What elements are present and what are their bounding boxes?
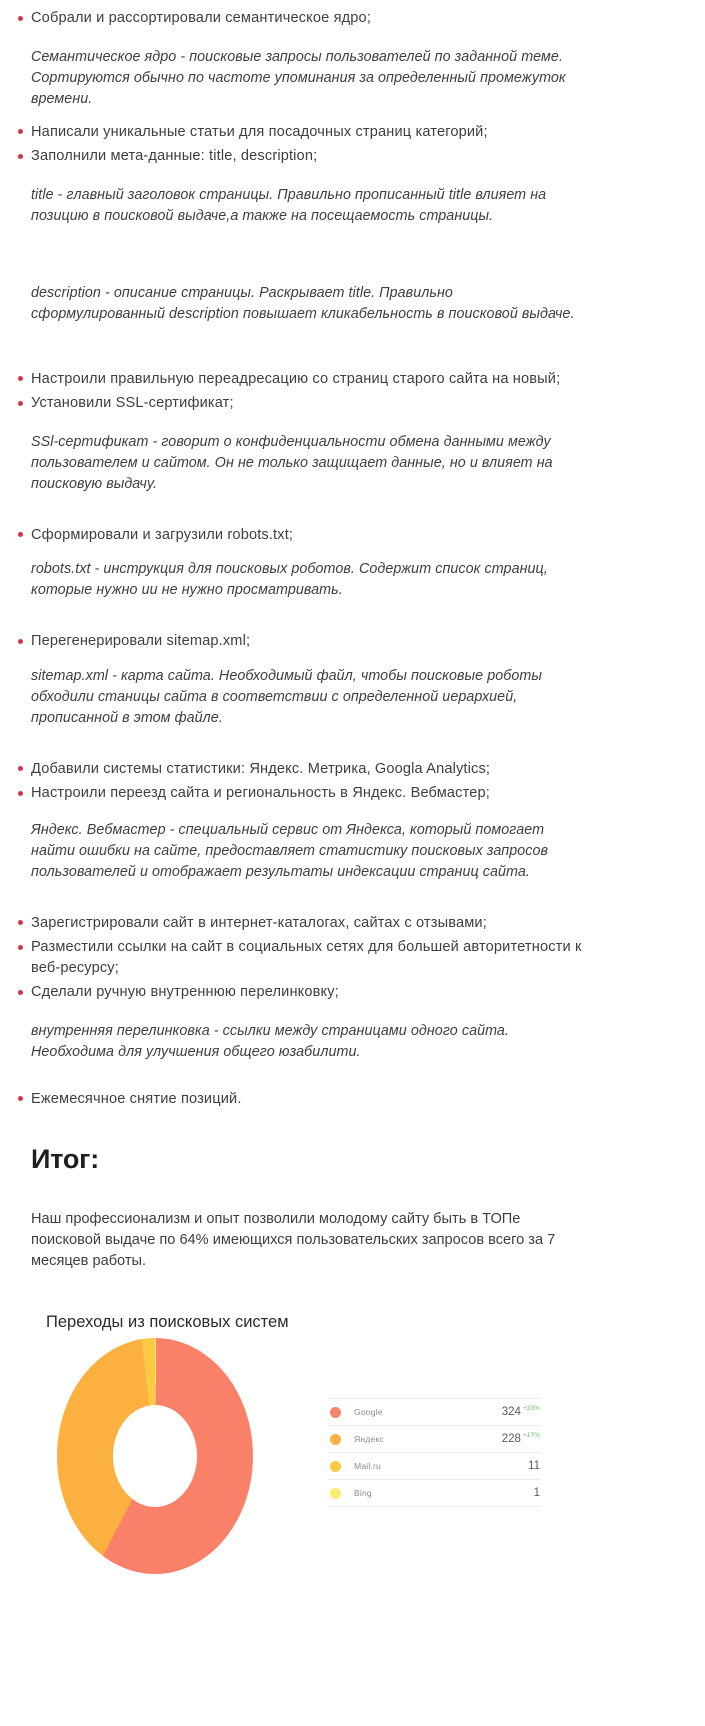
list-item	[0, 937, 705, 978]
list-item-text: Написали уникальные статьи для посадочных страниц категорий;	[31, 123, 488, 140]
list-item-text: Сформировали и загрузили robots.txt;	[31, 526, 294, 543]
list-item	[0, 525, 705, 546]
bullet-icon	[18, 532, 23, 537]
list-item	[0, 393, 705, 414]
summary-text: Наш профессионализм и опыт позволили молодому сайту быть в ТОПе поисковой выдаче по 64% имеющихся пользовательских запросов всего за 7 месяцев работы.	[31, 1211, 556, 1269]
legend-label: Mail.ru	[354, 1461, 381, 1471]
list-item	[0, 982, 705, 1003]
bullet-icon	[18, 990, 23, 995]
note-text: title - главный заголовок страницы. Правильно прописанный title влияет на позицию в поисковой выдаче,а также на посещаемость страницы.	[31, 186, 547, 224]
bullet-icon	[18, 639, 23, 644]
bullet-icon	[18, 129, 23, 134]
note-text: sitemap.xml - карта сайта. Необходимый файл, чтобы поисковые роботы обходили станицы сайта в соответствии с определенной иерархией, прописанной в этом файле.	[31, 667, 542, 726]
legend-color-swatch	[330, 1407, 341, 1418]
list-item-text: Настроили правильную переадресацию со страниц старого сайта на новый;	[31, 370, 561, 387]
legend-value-group	[528, 1460, 540, 1472]
list-item-text: Сделали ручную внутреннюю перелинковку;	[31, 984, 339, 1000]
page-title: Итог:	[31, 1144, 100, 1174]
list-item	[0, 913, 705, 934]
list-item-text: Добавили системы статистики: Яндекс. Метрика, Googla Analytics;	[31, 760, 491, 777]
list-item	[0, 122, 705, 143]
list-item	[0, 1089, 705, 1110]
legend-value: 228	[501, 1433, 521, 1445]
chart-title: Переходы из поисковых систем	[46, 1313, 289, 1331]
search-traffic-chart	[0, 1306, 705, 1606]
legend-row[interactable]	[328, 1398, 540, 1426]
note-text: Яндекс. Вебмастер - специальный сервис от Яндекса, который помогает найти ошибки на сайте, предоставляет статистику поисковых запросов пользователей и отображает результаты индексации страниц сайта.	[31, 821, 549, 880]
legend-row[interactable]	[328, 1480, 540, 1507]
list-item-text: Разместили ссылки на сайт в социальных сетях для большей авторитетности к веб-ресурсу;	[31, 939, 582, 976]
note-text: SSl-сертификат - говорит о конфиденциальности обмена данными между пользователем и сайтом. Он не только защищает данные, но и влияет на поисковую выдачу.	[31, 433, 553, 492]
bullet-icon	[18, 401, 23, 406]
bullet-icon	[18, 154, 23, 159]
legend-color-swatch	[330, 1488, 341, 1499]
bullet-icon	[18, 945, 23, 950]
legend-value-group	[534, 1487, 540, 1499]
legend-value: 1	[533, 1487, 540, 1499]
legend-value-group	[502, 1406, 540, 1418]
list-item-text: Ежемесячное снятие позиций.	[31, 1090, 242, 1107]
legend-row[interactable]	[328, 1426, 540, 1453]
bullet-icon	[18, 16, 23, 21]
legend-color-swatch	[330, 1434, 341, 1445]
note-text: внутренняя перелинковка - ссылки между страницами одного сайта. Необходима для улучшения общего юзабилити.	[31, 1022, 509, 1060]
list-item	[0, 783, 705, 804]
note-text: robots.txt - инструкция для поисковых роботов. Содержит список страниц, которые нужно ии не нужно просматривать.	[31, 561, 548, 598]
donut-chart	[57, 1338, 253, 1574]
bullet-icon	[18, 791, 23, 796]
list-item	[0, 631, 705, 652]
list-item	[0, 146, 705, 167]
list-item-text: Установили SSL-сертификат;	[31, 395, 234, 411]
list-item	[0, 369, 705, 390]
list-item-text: Зарегистрировали сайт в интернет-каталогах, сайтах с отзывами;	[31, 914, 487, 931]
top-spacer	[0, 0, 705, 8]
donut-hole	[113, 1405, 197, 1507]
legend-label: Bing	[354, 1488, 372, 1498]
list-item-text: Перегенерировали sitemap.xml;	[31, 633, 251, 649]
legend-label: Google	[354, 1407, 383, 1417]
legend-label: Яндекс	[354, 1434, 384, 1444]
legend-row[interactable]	[328, 1453, 540, 1480]
list-item-text: Собрали и рассортировали семантическое ядро;	[31, 10, 372, 26]
legend-delta-badge: +17%	[522, 1432, 540, 1439]
list-item	[0, 759, 705, 780]
legend-color-swatch	[330, 1461, 341, 1472]
bullet-icon	[18, 766, 23, 771]
bullet-icon	[18, 920, 23, 925]
bullet-icon	[18, 1096, 23, 1101]
list-item	[0, 8, 705, 29]
legend-value: 11	[528, 1460, 540, 1472]
note-text: description - описание страницы. Раскрывает title. Правильно сформулированный description повышает кликабельность в поисковой выдаче.	[31, 284, 575, 322]
chart-legend	[328, 1398, 540, 1507]
list-item-text: Настроили переезд сайта и региональность в Яндекс. Вебмастер;	[31, 785, 491, 801]
legend-value-group	[502, 1433, 540, 1445]
bullet-icon	[18, 376, 23, 381]
list-item-text: Заполнили мета-данные: title, description;	[31, 148, 318, 164]
legend-delta-badge: +33%	[522, 1405, 540, 1412]
note-text: Семантическое ядро - поисковые запросы пользователей по заданной теме. Сортируются обычно по частоте упоминания за определенный промежуток времени.	[31, 48, 566, 107]
legend-value: 324	[501, 1406, 521, 1418]
